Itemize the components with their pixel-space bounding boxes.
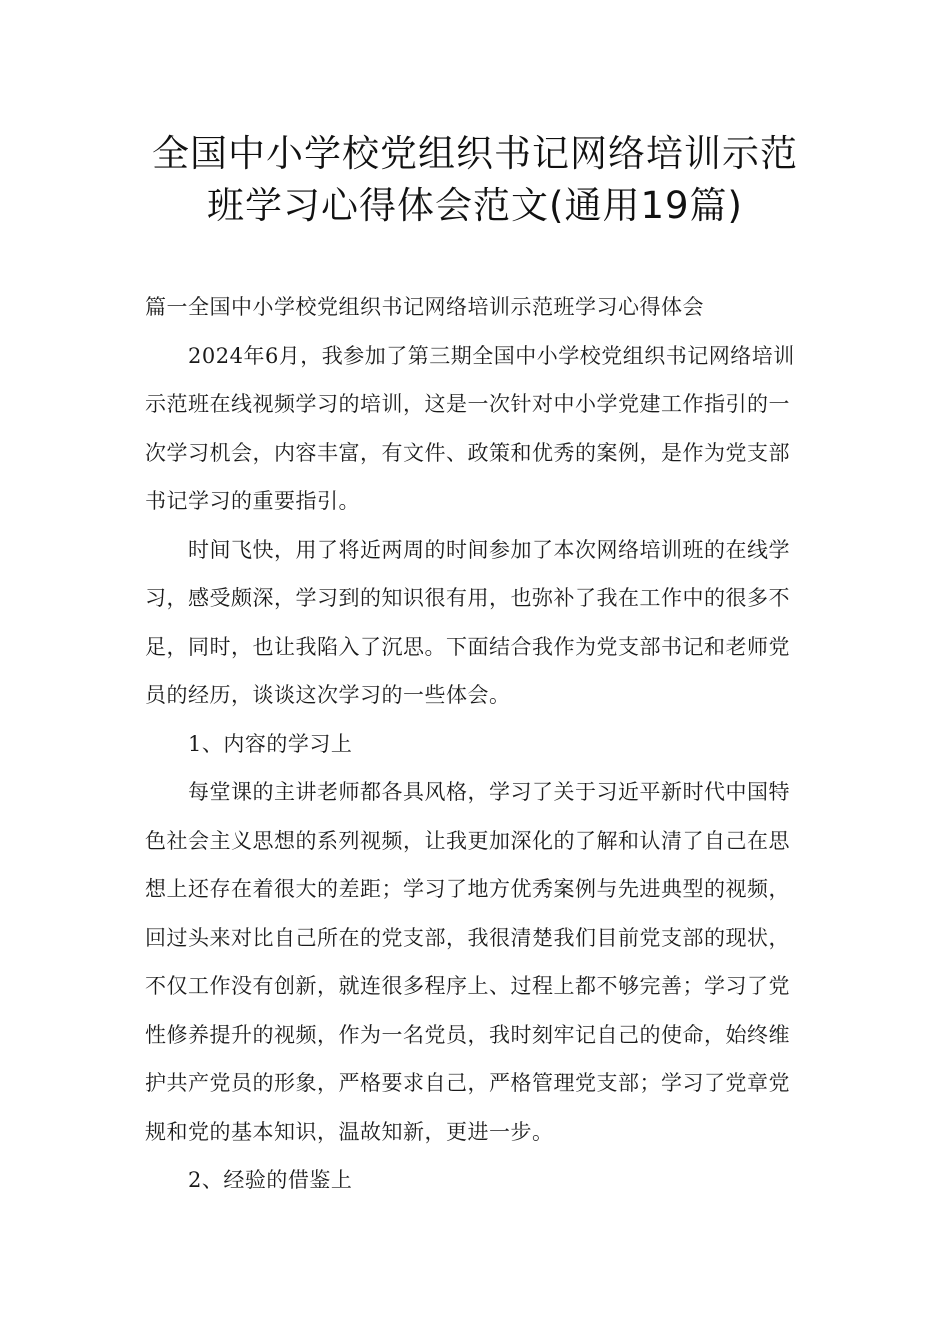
document-body (145, 283, 810, 1205)
paragraph-1: 2024年6月，我参加了第三期全国中小学校党组织书记网络培训示范班在线视频学习的培训，这是一次针对中小学党建工作指引的一次学习机会，内容丰富，有文件、政策和优秀的案例，是作为党支部书记学习的重要指引。 (145, 343, 795, 513)
subheading-2: 2、经验的借鉴上 (188, 1168, 353, 1192)
subheading-1: 1、内容的学习上 (188, 731, 353, 756)
document-title (110, 128, 840, 232)
paragraph-2: 时间飞快，用了将近两周的时间参加了本次网络培训班的在线学习，感受颇深，学习到的知识很有用，也弥补了我在工作中的很多不足，同时，也让我陷入了沉思。下面结合我作为党支部书记和老师党员的经历，谈谈这次学习的一些体会。 (145, 537, 790, 707)
title-line-1: 全国中小学校党组织书记网络培训示范 (152, 132, 798, 175)
paragraph-3: 每堂课的主讲老师都各具风格，学习了关于习近平新时代中国特色社会主义思想的系列视频，让我更加深化的了解和认清了自己在思想上还存在着很大的差距；学习了地方优秀案例与先进典型的视频，回过头来对比自己所在的党支部，我很清楚我们目前党支部的现状，不仅工作没有创新，就连很多程序上、过程上都不够完善；学习了党性修养提升的视频，作为一名党员，我时刻牢记自己的使命，始终维护共产党员的形象，严格要求自己，严格管理党支部；学习了党章党规和党的基本知识，温故知新，更进一步。 (145, 780, 790, 1144)
section-heading: 篇一全国中小学校党组织书记网络培训示范班学习心得体会 (145, 295, 704, 319)
title-line-2: 班学习心得体会范文(通用19篇) (207, 184, 743, 227)
